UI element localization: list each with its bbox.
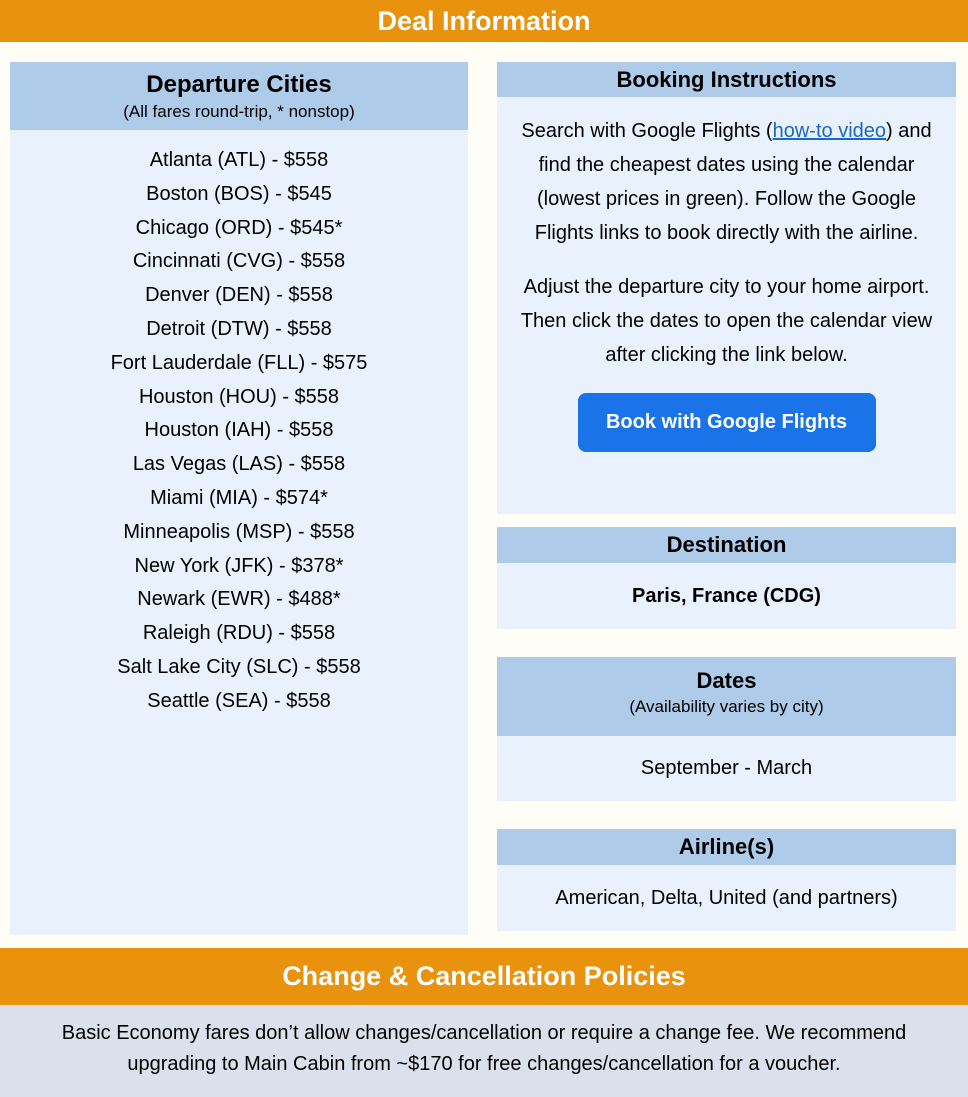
city-fare-item: Las Vegas (LAS) - $558 (132, 453, 346, 476)
change-cancellation-title: Change & Cancellation Policies (282, 961, 686, 991)
booking-instructions-title: Booking Instructions (616, 66, 837, 92)
dates-panel (497, 657, 956, 801)
city-fare-item: Chicago (ORD) - $545* (135, 216, 343, 239)
dates-title: Dates (696, 668, 757, 693)
book-with-google-flights-button[interactable]: Book with Google Flights (578, 393, 876, 452)
airlines-header (497, 829, 956, 865)
airlines-value: American, Delta, United (and partners) (497, 865, 956, 931)
change-cancellation-banner (0, 948, 968, 1005)
booking-paragraph-1 (516, 114, 937, 250)
deal-information-title: Deal Information (377, 5, 591, 36)
city-fare-item: Boston (BOS) - $545 (146, 182, 332, 205)
deal-information-banner (0, 0, 968, 42)
main-content (0, 42, 968, 948)
destination-title: Destination (666, 532, 787, 557)
city-fare-item: Fort Lauderdale (FLL) - $575 (110, 351, 368, 374)
how-to-video-link[interactable]: how-to video (772, 120, 887, 142)
city-fare-item: New York (JFK) - $378* (134, 554, 344, 577)
airlines-panel (497, 829, 956, 931)
departure-cities-header (10, 62, 468, 130)
booking-p1-before-link: Search with Google Flights ( (521, 120, 773, 142)
booking-paragraph-2: Adjust the departure city to your home airport. Then click the dates to open the calendar view after clicking the link below. (520, 276, 933, 366)
city-fare-item: Minneapolis (MSP) - $558 (123, 520, 355, 543)
booking-p1-after-link: ) and find the cheapest dates using the calendar (lowest prices in green). Follow the Google Flights links to book directly with the airline. (534, 120, 932, 244)
departure-cities-subtitle: (All fares round-trip, * nonstop) (123, 102, 355, 121)
city-fare-item: Cincinnati (CVG) - $558 (132, 250, 346, 273)
policies-footer (0, 1005, 968, 1097)
dates-subtitle: (Availability varies by city) (629, 697, 824, 716)
city-fare-item: Miami (MIA) - $574* (150, 486, 328, 509)
airlines-title: Airline(s) (678, 834, 775, 859)
right-column (497, 62, 956, 935)
departure-cities-title: Departure Cities (146, 71, 332, 98)
city-fare-item: Seattle (SEA) - $558 (147, 689, 331, 712)
booking-instructions-body (497, 97, 956, 514)
city-fare-item: Salt Lake City (SLC) - $558 (117, 655, 361, 678)
departure-cities-panel (10, 62, 468, 935)
city-fare-item: Houston (IAH) - $558 (144, 419, 334, 442)
destination-panel (497, 527, 956, 629)
city-fare-item: Detroit (DTW) - $558 (146, 317, 332, 340)
destination-value: Paris, France (CDG) (497, 563, 956, 629)
city-fare-item: Denver (DEN) - $558 (145, 284, 333, 307)
dates-header (497, 657, 956, 736)
booking-instructions-header (497, 62, 956, 97)
departure-cities-list (10, 130, 468, 935)
dates-value: September - March (497, 736, 956, 801)
city-fare-item: Newark (EWR) - $488* (137, 588, 341, 611)
policies-text: Basic Economy fares don’t allow changes/cancellation or require a change fee. We recommend upgrading to Main Cabin from ~$170 for free changes/cancellation for a voucher. (61, 1022, 907, 1075)
city-fare-item: Atlanta (ATL) - $558 (149, 149, 329, 171)
destination-header (497, 527, 956, 563)
paragraph-spacer (516, 250, 937, 270)
booking-instructions-panel (497, 62, 956, 514)
city-fare-item: Houston (HOU) - $558 (138, 385, 340, 408)
city-fare-item: Raleigh (RDU) - $558 (142, 622, 336, 645)
